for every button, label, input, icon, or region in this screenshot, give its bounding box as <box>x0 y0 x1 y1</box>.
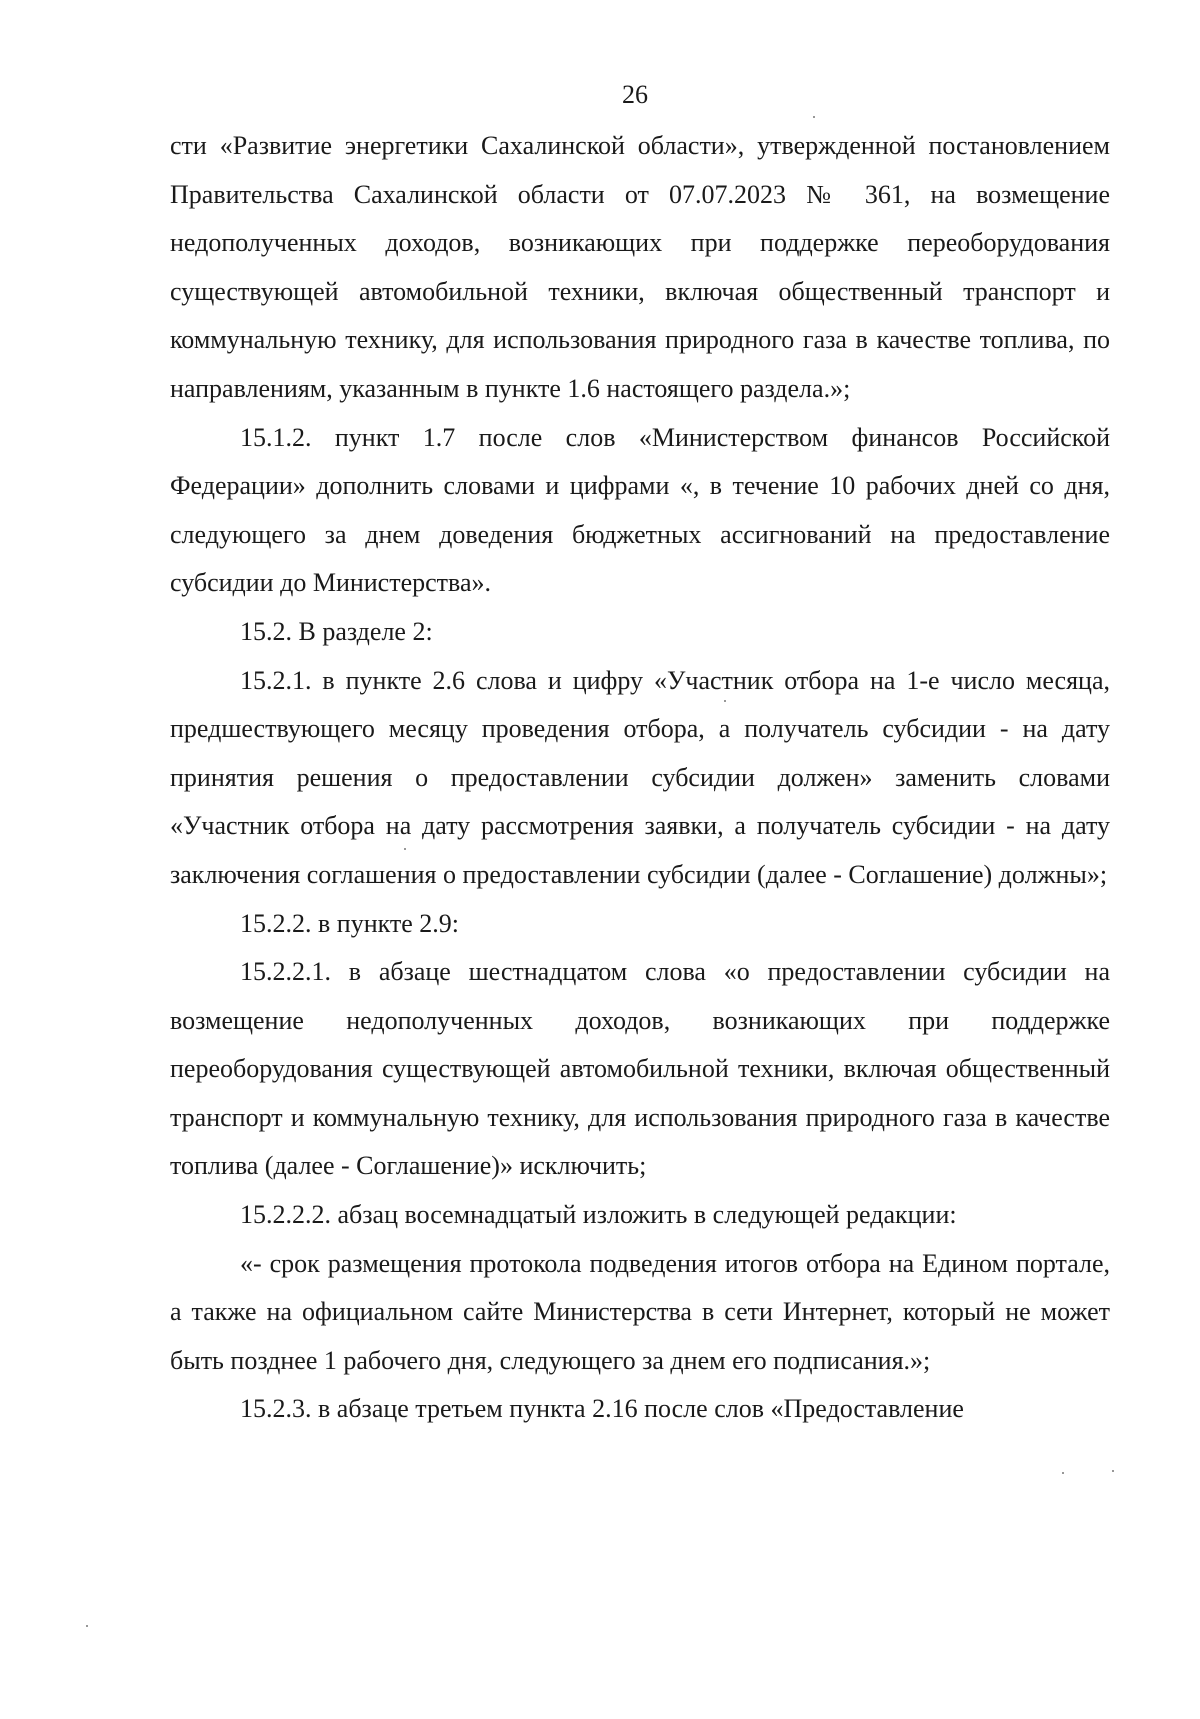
page-number: 26 <box>622 80 648 109</box>
scan-speck <box>1062 1472 1064 1474</box>
scan-speck <box>404 848 406 850</box>
paragraph-continuation: сти «Развитие энергетики Сахалинской области», утвержденной постановлением Правительства Сахалинской области от 07.07.2023 № 361, на возмещение недополученных доходов, возникающих при поддержке переоборудования существующей автомобильной техники, включая общественный транспорт и коммунальную технику, для использования природного газа в качестве топлива, по направлениям, указанным в пункте 1.6 настоящего раздела.»; <box>170 131 1110 403</box>
scan-speck <box>724 700 726 702</box>
paragraph-15-2-2-2: 15.2.2.2. абзац восемнадцатый изложить в следующей редакции: <box>240 1200 957 1230</box>
scan-speck <box>86 1625 88 1627</box>
paragraph-quoted-amendment: «- срок размещения протокола подведения итогов отбора на Едином портале, а также на официальном сайте Министерства в сети Интернет, который не может быть позднее 1 рабочего дня, следующего за днем его подписания.»; <box>170 1248 1110 1375</box>
scan-speck <box>813 116 815 118</box>
paragraph-15-1-2: 15.1.2. пункт 1.7 после слов «Министерством финансов Российской Федерации» дополнить словами и цифрами «, в течение 10 рабочих дней со дня, следующего за днем доведения бюджетных ассигнований на предоставление субсидии до Министерства». <box>170 422 1110 598</box>
paragraph-15-2-2: 15.2.2. в пункте 2.9: <box>240 908 460 938</box>
document-body <box>170 122 1110 1434</box>
paragraph-15-2-1: 15.2.1. в пункте 2.6 слова и цифру «Участник отбора на 1-е число месяца, предшествующего месяцу проведения отбора, а получатель субсидии - на дату принятия решения о предоставлении субсидии должен» заменить словами «Участник отбора на дату рассмотрения заявки, а получатель субсидии - на дату заключения соглашения о предоставлении субсидии (далее - Соглашение) должны»; <box>170 665 1110 889</box>
scan-speck <box>1112 1470 1114 1472</box>
paragraph-15-2: 15.2. В разделе 2: <box>240 616 433 646</box>
paragraph-15-2-3: 15.2.3. в абзаце третьем пункта 2.16 после слов «Предоставление <box>240 1394 964 1424</box>
paragraph-15-2-2-1: 15.2.2.1. в абзаце шестнадцатом слова «о предоставлении субсидии на возмещение недополученных доходов, возникающих при поддержке переоборудования существующей автомобильной техники, включая общественный транспорт и коммунальную технику, для использования природного газа в качестве топлива (далее - Соглашение)» исключить; <box>170 957 1110 1181</box>
